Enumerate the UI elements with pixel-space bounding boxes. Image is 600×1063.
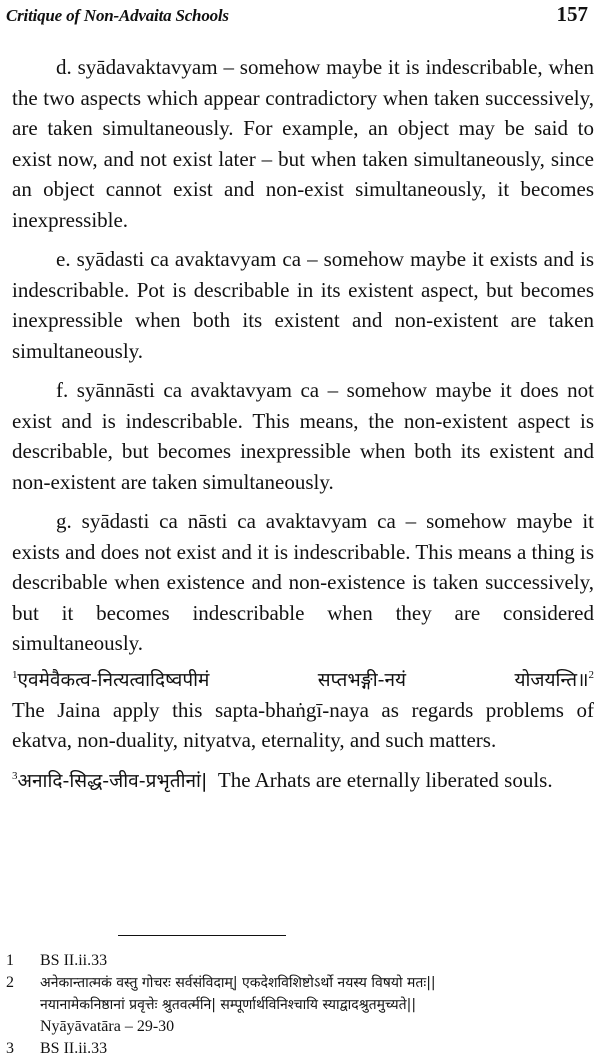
footnote-number: 1 bbox=[6, 952, 14, 969]
footnote-3 bbox=[6, 1038, 594, 1060]
footnote-source: Nyāyāvatāra – 29-30 bbox=[40, 1018, 175, 1035]
quote-1-explanation: The Jaina apply this sapta-bhaṅgī-naya as regards problems of ekatva, non-duality, nityatva, eternality, and such matters. bbox=[12, 697, 594, 752]
page-number: 157 bbox=[556, 2, 588, 26]
footnotes bbox=[6, 950, 594, 1060]
footnote-number: 2 bbox=[6, 974, 14, 991]
paragraph-d: d. syādavaktavyam – somehow maybe it is indescribable, when the two aspects which appear contradictory when taken successively, are taken simultaneously. For example, an object may be said to exist now, and not exist later – but when taken simultaneously, since an object cannot exist and non-exist simultaneously, it becomes inexpressible. bbox=[12, 55, 594, 232]
footnote-ref-2: 2 bbox=[588, 668, 594, 681]
sanskrit-text-1: एवमेवैकत्व-नित्यत्वादिष्वपीमं सप्तभङ्गी-नयं योजयन्ति॥ bbox=[17, 668, 589, 691]
sanskrit-text-2: अनादि-सिद्ध-जीव-प्रभृतीनां| bbox=[17, 769, 208, 792]
footnote-divider bbox=[118, 935, 286, 936]
footnote-text: BS II.ii.33 bbox=[40, 1040, 108, 1057]
quote-2-explanation: The Arhats are eternally liberated souls. bbox=[217, 767, 553, 792]
footnote-ref-3: 3 bbox=[12, 769, 18, 782]
footnote-text: BS II.ii.33 bbox=[40, 952, 108, 969]
footnote-sanskrit-line-1: अनेकान्तात्मकं वस्तु गोचरः सर्वसंविदाम्| एकदेशविशिष्टोऽर्थो नयस्य विषयो मतः|| bbox=[40, 975, 436, 991]
main-text bbox=[12, 52, 594, 805]
sanskrit-quote-1 bbox=[12, 664, 594, 695]
paragraph-f: f. syānnāsti ca avaktavyam ca – somehow maybe it does not exist and is indescribable. This means, the non-existent aspect is describable, but becomes inexpressible when both its existent and non-existent are taken simultaneously. bbox=[12, 378, 594, 494]
running-title: Critique of Non-Advaita Schools bbox=[6, 6, 229, 25]
footnote-sanskrit-line-2: नयानामेकनिष्ठानां प्रवृत्तेः श्रुतवर्त्मनि| सम्पूर्णार्थविनिश्चायि स्याद्वादश्रुतमुच्यते|| bbox=[40, 997, 417, 1013]
page-header bbox=[6, 2, 588, 30]
footnote-number: 3 bbox=[6, 1040, 14, 1057]
paragraph-e: e. syādasti ca avaktavyam ca – somehow maybe it exists and is indescribable. Pot is describable in its existent aspect, but becomes inexpressible when both its existent and non-existent are taken simultaneously. bbox=[12, 247, 594, 363]
footnote-2 bbox=[6, 972, 594, 1038]
footnote-1 bbox=[6, 950, 594, 972]
paragraph-g: g. syādasti ca nāsti ca avaktavyam ca – somehow maybe it exists and does not exist and it is indescribable. This means a thing is describable when existence and non-existence is taken successively, but it becomes indescribable when they are considered simultaneously. bbox=[12, 509, 594, 655]
sanskrit-quote-2 bbox=[12, 765, 594, 797]
footnote-ref-1: 1 bbox=[12, 668, 18, 681]
